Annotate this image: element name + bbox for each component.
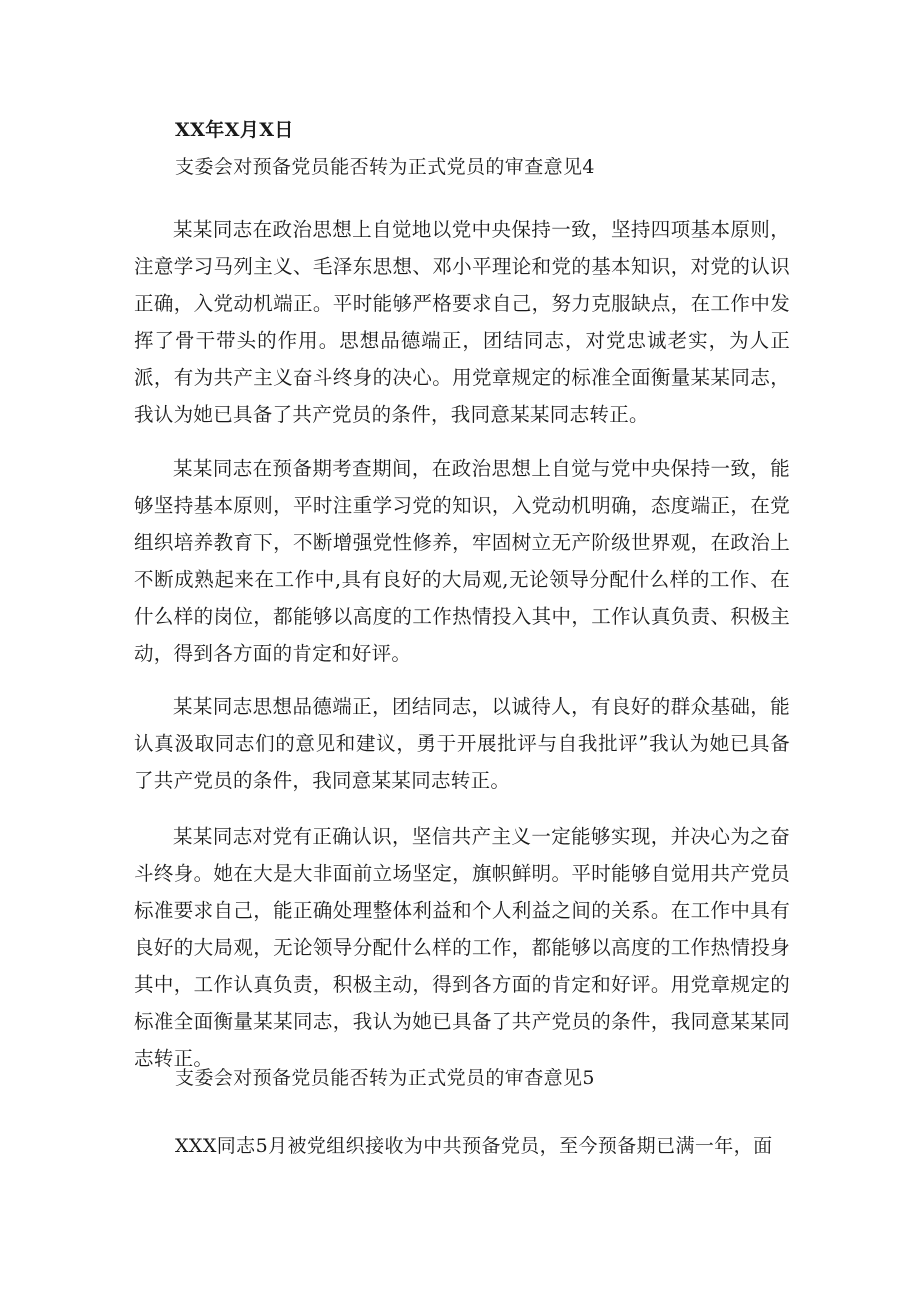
paragraph-3: 某某同志思想品德端正，团结同志，以诚待人，有良好的群众基础，能认真汲取同志们的意见和建议，勇于开展批评与自我批评”我认为她已具备了共产党员的条件，我同意某某同志转正。 (134, 695, 790, 792)
section-heading-4: 支委会对预备党员能否转为正式党员的审查意见4 (175, 156, 595, 178)
paragraph-2: 某某同志在预备期考查期间，在政治思想上自觉与党中央保持一致，能够坚持基本原则，平时注重学习党的知识，入党动机明确，态度端正，在党组织培养教育下，不断增强党性修养，牢固树立无产阶级世界观，在政治上不断成熟起来在工作中,具有良好的大局观,无论领导分配什么样的工作、在什么样的岗位，都能够以高度的工作热情投入其中，工作认真负责、积极主动，得到各方面的肯定和好评。 (134, 457, 790, 665)
paragraph-1: 某某同志在政治思想上自觉地以党中央保持一致，坚持四项基本原则，注意学习马列主义、毛泽东思想、邓小平理论和党的基本知识，对党的认识正确，入党动机端正。平时能够严格要求自己，努力克服缺点，在工作中发挥了骨干带头的作用。思想品德端正，团结同志，对党忠诚老实，为人正派，有为共产主义奋斗终身的决心。用党章规定的标准全面衡量某某同志，我认为她已具备了共产党员的条件，我同意某某同志转正。 (134, 218, 790, 426)
section-heading-5: 支委会对预备党员能否转为正式党员的审杳意见5 (175, 1067, 595, 1089)
paragraph-4: 某某同志对党有正确认识，坚信共产主义一定能够实现，并决心为之奋斗终身。她在大是大非面前立场坚定，旗帜鲜明。平时能够自觉用共产党员标准要求自己，能正确处理整体利益和个人利益之间的关系。在工作中具有良好的大局观，无论领导分配什么样的工作，都能够以高度的工作热情投身其中，工作认真负责，积极主动，得到各方面的肯定和好评。用党章规定的标准全面衡量某某同志，我认为她已具备了共产党员的条件，我同意某某同志转正。 (134, 825, 790, 1070)
paragraph-5-start: XXX同志5月被党组织接收为中共预备党员，至今预备期已满一年，面 (175, 1135, 773, 1157)
date-line: XX年X月X日 (175, 119, 294, 141)
